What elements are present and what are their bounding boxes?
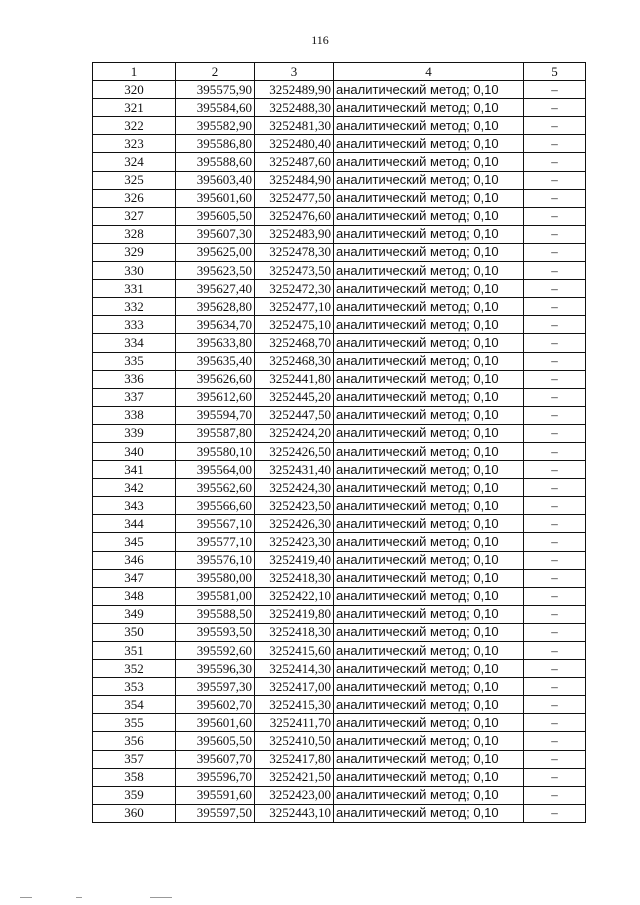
method-accuracy-cell: аналитический метод; 0,10 [334,243,524,261]
y-coordinate-cell: 3252424,20 [255,424,334,442]
x-coordinate-cell: 395626,60 [176,370,255,388]
x-coordinate-cell: 395587,80 [176,424,255,442]
y-coordinate-cell: 3252468,30 [255,352,334,370]
table-row [93,424,586,442]
table-header-row [93,63,586,81]
y-coordinate-cell: 3252426,30 [255,515,334,533]
scan-mark [20,897,32,898]
point-number-cell: 341 [93,461,176,479]
x-coordinate-cell: 395603,40 [176,171,255,189]
point-number-cell: 359 [93,786,176,804]
x-coordinate-cell: 395597,30 [176,678,255,696]
note-cell: – [524,786,586,804]
note-cell: – [524,479,586,497]
x-coordinate-cell: 395605,50 [176,207,255,225]
table-row [93,642,586,660]
method-accuracy-cell: аналитический метод; 0,10 [334,352,524,370]
point-number-cell: 345 [93,533,176,551]
x-coordinate-cell: 395575,90 [176,81,255,99]
point-number-cell: 333 [93,316,176,334]
x-coordinate-cell: 395596,70 [176,768,255,786]
y-coordinate-cell: 3252481,30 [255,117,334,135]
note-cell: – [524,623,586,641]
method-accuracy-cell: аналитический метод; 0,10 [334,714,524,732]
x-coordinate-cell: 395591,60 [176,786,255,804]
y-coordinate-cell: 3252411,70 [255,714,334,732]
point-number-cell: 323 [93,135,176,153]
note-cell: – [524,768,586,786]
table-row [93,225,586,243]
y-coordinate-cell: 3252478,30 [255,243,334,261]
note-cell: – [524,298,586,316]
point-number-cell: 320 [93,81,176,99]
y-coordinate-cell: 3252431,40 [255,461,334,479]
y-coordinate-cell: 3252489,90 [255,81,334,99]
coordinates-table [92,62,586,823]
point-number-cell: 356 [93,732,176,750]
method-accuracy-cell: аналитический метод; 0,10 [334,587,524,605]
point-number-cell: 327 [93,207,176,225]
table-row [93,352,586,370]
header-col-1: 1 [93,63,176,81]
method-accuracy-cell: аналитический метод; 0,10 [334,786,524,804]
method-accuracy-cell: аналитический метод; 0,10 [334,569,524,587]
method-accuracy-cell: аналитический метод; 0,10 [334,189,524,207]
x-coordinate-cell: 395577,10 [176,533,255,551]
point-number-cell: 346 [93,551,176,569]
point-number-cell: 340 [93,442,176,460]
y-coordinate-cell: 3252473,50 [255,262,334,280]
note-cell: – [524,587,586,605]
note-cell: – [524,714,586,732]
table-row [93,605,586,623]
note-cell: – [524,352,586,370]
header-col-2: 2 [176,63,255,81]
x-coordinate-cell: 395576,10 [176,551,255,569]
table-row [93,316,586,334]
method-accuracy-cell: аналитический метод; 0,10 [334,280,524,298]
point-number-cell: 338 [93,406,176,424]
table-row [93,533,586,551]
table-row [93,750,586,768]
y-coordinate-cell: 3252423,00 [255,786,334,804]
table-row [93,714,586,732]
table-row [93,678,586,696]
method-accuracy-cell: аналитический метод; 0,10 [334,623,524,641]
point-number-cell: 332 [93,298,176,316]
point-number-cell: 337 [93,388,176,406]
method-accuracy-cell: аналитический метод; 0,10 [334,370,524,388]
method-accuracy-cell: аналитический метод; 0,10 [334,262,524,280]
method-accuracy-cell: аналитический метод; 0,10 [334,117,524,135]
table-row [93,804,586,822]
method-accuracy-cell: аналитический метод; 0,10 [334,207,524,225]
method-accuracy-cell: аналитический метод; 0,10 [334,406,524,424]
x-coordinate-cell: 395601,60 [176,714,255,732]
x-coordinate-cell: 395582,90 [176,117,255,135]
method-accuracy-cell: аналитический метод; 0,10 [334,298,524,316]
x-coordinate-cell: 395634,70 [176,316,255,334]
point-number-cell: 331 [93,280,176,298]
method-accuracy-cell: аналитический метод; 0,10 [334,497,524,515]
x-coordinate-cell: 395612,60 [176,388,255,406]
point-number-cell: 350 [93,623,176,641]
header-col-4: 4 [334,63,524,81]
y-coordinate-cell: 3252484,90 [255,171,334,189]
table-row [93,171,586,189]
x-coordinate-cell: 395567,10 [176,515,255,533]
table-row [93,135,586,153]
note-cell: – [524,642,586,660]
note-cell: – [524,804,586,822]
note-cell: – [524,189,586,207]
note-cell: – [524,370,586,388]
point-number-cell: 339 [93,424,176,442]
table-row [93,207,586,225]
y-coordinate-cell: 3252418,30 [255,623,334,641]
x-coordinate-cell: 395607,70 [176,750,255,768]
table-row [93,479,586,497]
x-coordinate-cell: 395635,40 [176,352,255,370]
y-coordinate-cell: 3252422,10 [255,587,334,605]
method-accuracy-cell: аналитический метод; 0,10 [334,804,524,822]
y-coordinate-cell: 3252419,40 [255,551,334,569]
point-number-cell: 322 [93,117,176,135]
point-number-cell: 358 [93,768,176,786]
table-row [93,442,586,460]
y-coordinate-cell: 3252418,30 [255,569,334,587]
note-cell: – [524,316,586,334]
point-number-cell: 336 [93,370,176,388]
table-row [93,696,586,714]
table-row [93,262,586,280]
scan-mark [76,897,82,898]
method-accuracy-cell: аналитический метод; 0,10 [334,424,524,442]
point-number-cell: 349 [93,605,176,623]
x-coordinate-cell: 395602,70 [176,696,255,714]
point-number-cell: 344 [93,515,176,533]
y-coordinate-cell: 3252421,50 [255,768,334,786]
note-cell: – [524,750,586,768]
note-cell: – [524,678,586,696]
y-coordinate-cell: 3252483,90 [255,225,334,243]
point-number-cell: 357 [93,750,176,768]
method-accuracy-cell: аналитический метод; 0,10 [334,750,524,768]
table-row [93,732,586,750]
table-row [93,515,586,533]
method-accuracy-cell: аналитический метод; 0,10 [334,732,524,750]
table-row [93,623,586,641]
y-coordinate-cell: 3252480,40 [255,135,334,153]
note-cell: – [524,334,586,352]
point-number-cell: 355 [93,714,176,732]
y-coordinate-cell: 3252475,10 [255,316,334,334]
y-coordinate-cell: 3252423,30 [255,533,334,551]
page-number: 116 [311,33,329,47]
note-cell: – [524,515,586,533]
note-cell: – [524,225,586,243]
table-row [93,660,586,678]
y-coordinate-cell: 3252468,70 [255,334,334,352]
note-cell: – [524,207,586,225]
point-number-cell: 351 [93,642,176,660]
method-accuracy-cell: аналитический метод; 0,10 [334,515,524,533]
method-accuracy-cell: аналитический метод; 0,10 [334,479,524,497]
note-cell: – [524,171,586,189]
note-cell: – [524,551,586,569]
note-cell: – [524,388,586,406]
table-row [93,81,586,99]
y-coordinate-cell: 3252414,30 [255,660,334,678]
y-coordinate-cell: 3252472,30 [255,280,334,298]
x-coordinate-cell: 395601,60 [176,189,255,207]
point-number-cell: 325 [93,171,176,189]
method-accuracy-cell: аналитический метод; 0,10 [334,551,524,569]
y-coordinate-cell: 3252417,80 [255,750,334,768]
y-coordinate-cell: 3252477,50 [255,189,334,207]
point-number-cell: 352 [93,660,176,678]
y-coordinate-cell: 3252426,50 [255,442,334,460]
point-number-cell: 343 [93,497,176,515]
note-cell: – [524,569,586,587]
y-coordinate-cell: 3252423,50 [255,497,334,515]
y-coordinate-cell: 3252488,30 [255,99,334,117]
method-accuracy-cell: аналитический метод; 0,10 [334,660,524,678]
x-coordinate-cell: 395628,80 [176,298,255,316]
note-cell: – [524,424,586,442]
note-cell: – [524,153,586,171]
x-coordinate-cell: 395580,00 [176,569,255,587]
y-coordinate-cell: 3252441,80 [255,370,334,388]
y-coordinate-cell: 3252445,20 [255,388,334,406]
table-row [93,569,586,587]
x-coordinate-cell: 395597,50 [176,804,255,822]
note-cell: – [524,533,586,551]
y-coordinate-cell: 3252415,30 [255,696,334,714]
x-coordinate-cell: 395562,60 [176,479,255,497]
method-accuracy-cell: аналитический метод; 0,10 [334,533,524,551]
table-row [93,786,586,804]
x-coordinate-cell: 395566,60 [176,497,255,515]
table-row [93,388,586,406]
y-coordinate-cell: 3252410,50 [255,732,334,750]
table-row [93,117,586,135]
point-number-cell: 334 [93,334,176,352]
method-accuracy-cell: аналитический метод; 0,10 [334,81,524,99]
table-row [93,280,586,298]
note-cell: – [524,605,586,623]
table-row [93,497,586,515]
x-coordinate-cell: 395633,80 [176,334,255,352]
point-number-cell: 321 [93,99,176,117]
point-number-cell: 326 [93,189,176,207]
x-coordinate-cell: 395584,60 [176,99,255,117]
x-coordinate-cell: 395586,80 [176,135,255,153]
table-row [93,406,586,424]
note-cell: – [524,660,586,678]
x-coordinate-cell: 395623,50 [176,262,255,280]
note-cell: – [524,99,586,117]
method-accuracy-cell: аналитический метод; 0,10 [334,153,524,171]
table-row [93,243,586,261]
method-accuracy-cell: аналитический метод; 0,10 [334,225,524,243]
y-coordinate-cell: 3252477,10 [255,298,334,316]
table-row [93,99,586,117]
table-row [93,551,586,569]
point-number-cell: 354 [93,696,176,714]
table-row [93,153,586,171]
x-coordinate-cell: 395592,60 [176,642,255,660]
method-accuracy-cell: аналитический метод; 0,10 [334,461,524,479]
table-row [93,461,586,479]
note-cell: – [524,442,586,460]
method-accuracy-cell: аналитический метод; 0,10 [334,388,524,406]
x-coordinate-cell: 395588,60 [176,153,255,171]
y-coordinate-cell: 3252443,10 [255,804,334,822]
method-accuracy-cell: аналитический метод; 0,10 [334,605,524,623]
note-cell: – [524,135,586,153]
x-coordinate-cell: 395607,30 [176,225,255,243]
table-row [93,189,586,207]
x-coordinate-cell: 395564,00 [176,461,255,479]
method-accuracy-cell: аналитический метод; 0,10 [334,642,524,660]
note-cell: – [524,280,586,298]
note-cell: – [524,732,586,750]
x-coordinate-cell: 395625,00 [176,243,255,261]
note-cell: – [524,262,586,280]
x-coordinate-cell: 395605,50 [176,732,255,750]
header-col-3: 3 [255,63,334,81]
y-coordinate-cell: 3252447,50 [255,406,334,424]
point-number-cell: 360 [93,804,176,822]
note-cell: – [524,81,586,99]
scan-footer-marks [0,893,640,901]
point-number-cell: 348 [93,587,176,605]
header-col-5: 5 [524,63,586,81]
method-accuracy-cell: аналитический метод; 0,10 [334,171,524,189]
note-cell: – [524,461,586,479]
method-accuracy-cell: аналитический метод; 0,10 [334,442,524,460]
method-accuracy-cell: аналитический метод; 0,10 [334,696,524,714]
method-accuracy-cell: аналитический метод; 0,10 [334,334,524,352]
note-cell: – [524,497,586,515]
point-number-cell: 329 [93,243,176,261]
table-row [93,370,586,388]
x-coordinate-cell: 395593,50 [176,623,255,641]
method-accuracy-cell: аналитический метод; 0,10 [334,768,524,786]
x-coordinate-cell: 395596,30 [176,660,255,678]
note-cell: – [524,117,586,135]
y-coordinate-cell: 3252417,00 [255,678,334,696]
y-coordinate-cell: 3252487,60 [255,153,334,171]
point-number-cell: 342 [93,479,176,497]
note-cell: – [524,243,586,261]
note-cell: – [524,406,586,424]
point-number-cell: 335 [93,352,176,370]
point-number-cell: 330 [93,262,176,280]
table-row [93,587,586,605]
table-row [93,768,586,786]
y-coordinate-cell: 3252476,60 [255,207,334,225]
point-number-cell: 324 [93,153,176,171]
y-coordinate-cell: 3252415,60 [255,642,334,660]
method-accuracy-cell: аналитический метод; 0,10 [334,135,524,153]
scan-mark [150,897,172,898]
x-coordinate-cell: 395594,70 [176,406,255,424]
note-cell: – [524,696,586,714]
x-coordinate-cell: 395581,00 [176,587,255,605]
point-number-cell: 347 [93,569,176,587]
table-row [93,334,586,352]
table-body [93,81,586,823]
point-number-cell: 353 [93,678,176,696]
x-coordinate-cell: 395580,10 [176,442,255,460]
method-accuracy-cell: аналитический метод; 0,10 [334,99,524,117]
x-coordinate-cell: 395627,40 [176,280,255,298]
method-accuracy-cell: аналитический метод; 0,10 [334,678,524,696]
x-coordinate-cell: 395588,50 [176,605,255,623]
y-coordinate-cell: 3252419,80 [255,605,334,623]
point-number-cell: 328 [93,225,176,243]
method-accuracy-cell: аналитический метод; 0,10 [334,316,524,334]
table-row [93,298,586,316]
y-coordinate-cell: 3252424,30 [255,479,334,497]
